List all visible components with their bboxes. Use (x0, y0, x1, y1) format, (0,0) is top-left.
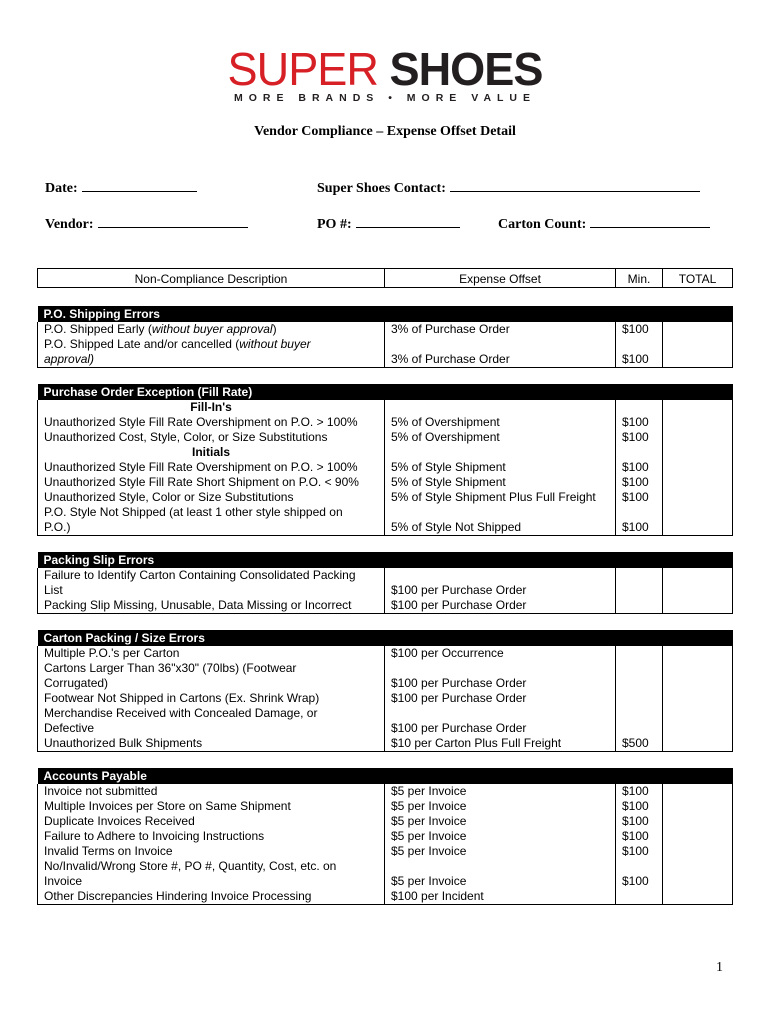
contact-field[interactable] (317, 177, 700, 197)
page-number: 1 (716, 960, 723, 975)
table-row: Unauthorized Style Fill Rate Overshipment on P.O. > 100% 5% of Overshipment $100 (38, 415, 733, 430)
po-line[interactable] (356, 213, 460, 228)
table-row: Merchandise Received with Concealed Damage, or Defective $100 per Purchase Order (38, 706, 733, 736)
section-header-accounts-payable: Accounts Payable (38, 768, 733, 784)
table-row: Unauthorized Style Fill Rate Short Shipment on P.O. < 90% 5% of Style Shipment $100 (38, 475, 733, 490)
table-header (38, 269, 733, 288)
date-label: Date: (45, 181, 78, 196)
subheader-initials: Initials (38, 445, 733, 460)
date-field[interactable] (45, 177, 197, 197)
table-row: P.O. Shipped Late and/or cancelled (without buyer approval) 3% of Purchase Order $100 (38, 337, 733, 368)
table-row: P.O. Shipped Early (without buyer approval) 3% of Purchase Order $100 (38, 322, 733, 337)
carton-count-line[interactable] (590, 213, 710, 228)
total-cell[interactable] (663, 415, 733, 430)
total-cell[interactable] (663, 646, 733, 661)
section-header-fill-rate: Purchase Order Exception (Fill Rate) (38, 384, 733, 400)
total-cell[interactable] (663, 829, 733, 844)
po-field[interactable] (317, 213, 460, 233)
total-cell[interactable] (663, 475, 733, 490)
section-header-packing-slip: Packing Slip Errors (38, 552, 733, 568)
po-label: PO #: (317, 217, 352, 232)
table-row: Invoice not submitted $5 per Invoice $100 (38, 784, 733, 799)
total-cell[interactable] (663, 814, 733, 829)
table-row: Packing Slip Missing, Unusable, Data Missing or Incorrect $100 per Purchase Order (38, 598, 733, 614)
table-row: Failure to Identify Carton Containing Consolidated Packing List $100 per Purchase Order (38, 568, 733, 598)
logo-word-super: SUPER (227, 43, 378, 95)
contact-label: Super Shoes Contact: (317, 181, 446, 196)
table-row: Unauthorized Bulk Shipments $10 per Carton Plus Full Freight $500 (38, 736, 733, 752)
total-cell[interactable] (663, 337, 733, 368)
total-cell[interactable] (663, 859, 733, 889)
col-description: Non-Compliance Description (38, 269, 385, 288)
table-row: Failure to Adhere to Invoicing Instructions $5 per Invoice $100 (38, 829, 733, 844)
total-cell[interactable] (663, 322, 733, 337)
col-min: Min. (616, 269, 663, 288)
total-cell[interactable] (663, 598, 733, 614)
document-title: Vendor Compliance – Expense Offset Detail (254, 124, 516, 139)
table-row: Multiple Invoices per Store on Same Shipment $5 per Invoice $100 (38, 799, 733, 814)
subheader-fill-ins: Fill-In's (38, 400, 733, 415)
contact-line[interactable] (450, 177, 700, 192)
total-cell[interactable] (663, 784, 733, 799)
vendor-field[interactable] (45, 213, 248, 233)
total-cell[interactable] (663, 490, 733, 505)
vendor-label: Vendor: (45, 217, 94, 232)
table-row: Cartons Larger Than 36"x30" (70lbs) (Footwear Corrugated) $100 per Purchase Order (38, 661, 733, 691)
col-total: TOTAL (663, 269, 733, 288)
super-shoes-logo (0, 44, 770, 104)
table-row: Other Discrepancies Hindering Invoice Processing $100 per Incident (38, 889, 733, 905)
total-cell[interactable] (663, 706, 733, 736)
total-cell[interactable] (663, 568, 733, 598)
section-header-carton: Carton Packing / Size Errors (38, 630, 733, 646)
carton-count-label: Carton Count: (498, 217, 587, 232)
vendor-line[interactable] (98, 213, 248, 228)
table-row: Multiple P.O.'s per Carton $100 per Occurrence (38, 646, 733, 661)
table-row: P.O. Style Not Shipped (at least 1 other style shipped on P.O.) 5% of Style Not Shipped $100 (38, 505, 733, 536)
total-cell[interactable] (663, 661, 733, 691)
table-row: Unauthorized Cost, Style, Color, or Size Substitutions 5% of Overshipment $100 (38, 430, 733, 445)
logo-word-shoes: SHOES (389, 43, 543, 95)
total-cell[interactable] (663, 889, 733, 905)
table-row: Unauthorized Style, Color or Size Substitutions 5% of Style Shipment Plus Full Freight $100 (38, 490, 733, 505)
table-row: Duplicate Invoices Received $5 per Invoice $100 (38, 814, 733, 829)
total-cell[interactable] (663, 844, 733, 859)
table-row: Footwear Not Shipped in Cartons (Ex. Shrink Wrap) $100 per Purchase Order (38, 691, 733, 706)
total-cell[interactable] (663, 799, 733, 814)
total-cell[interactable] (663, 736, 733, 752)
logo-tagline: MORE BRANDS • MORE VALUE (233, 92, 537, 104)
table-row: Invalid Terms on Invoice $5 per Invoice $100 (38, 844, 733, 859)
total-cell[interactable] (663, 430, 733, 445)
logo-wordmark (8, 44, 763, 94)
total-cell[interactable] (663, 691, 733, 706)
table-row: Unauthorized Style Fill Rate Overshipment on P.O. > 100% 5% of Style Shipment $100 (38, 460, 733, 475)
table-row: No/Invalid/Wrong Store #, PO #, Quantity, Cost, etc. on Invoice $5 per Invoice $100 (38, 859, 733, 889)
carton-count-field[interactable] (498, 213, 710, 233)
col-expense-offset: Expense Offset (385, 269, 616, 288)
total-cell[interactable] (663, 505, 733, 536)
date-line[interactable] (82, 177, 197, 192)
expense-offset-table (37, 268, 733, 905)
section-header-po-shipping: P.O. Shipping Errors (38, 306, 733, 322)
total-cell[interactable] (663, 460, 733, 475)
